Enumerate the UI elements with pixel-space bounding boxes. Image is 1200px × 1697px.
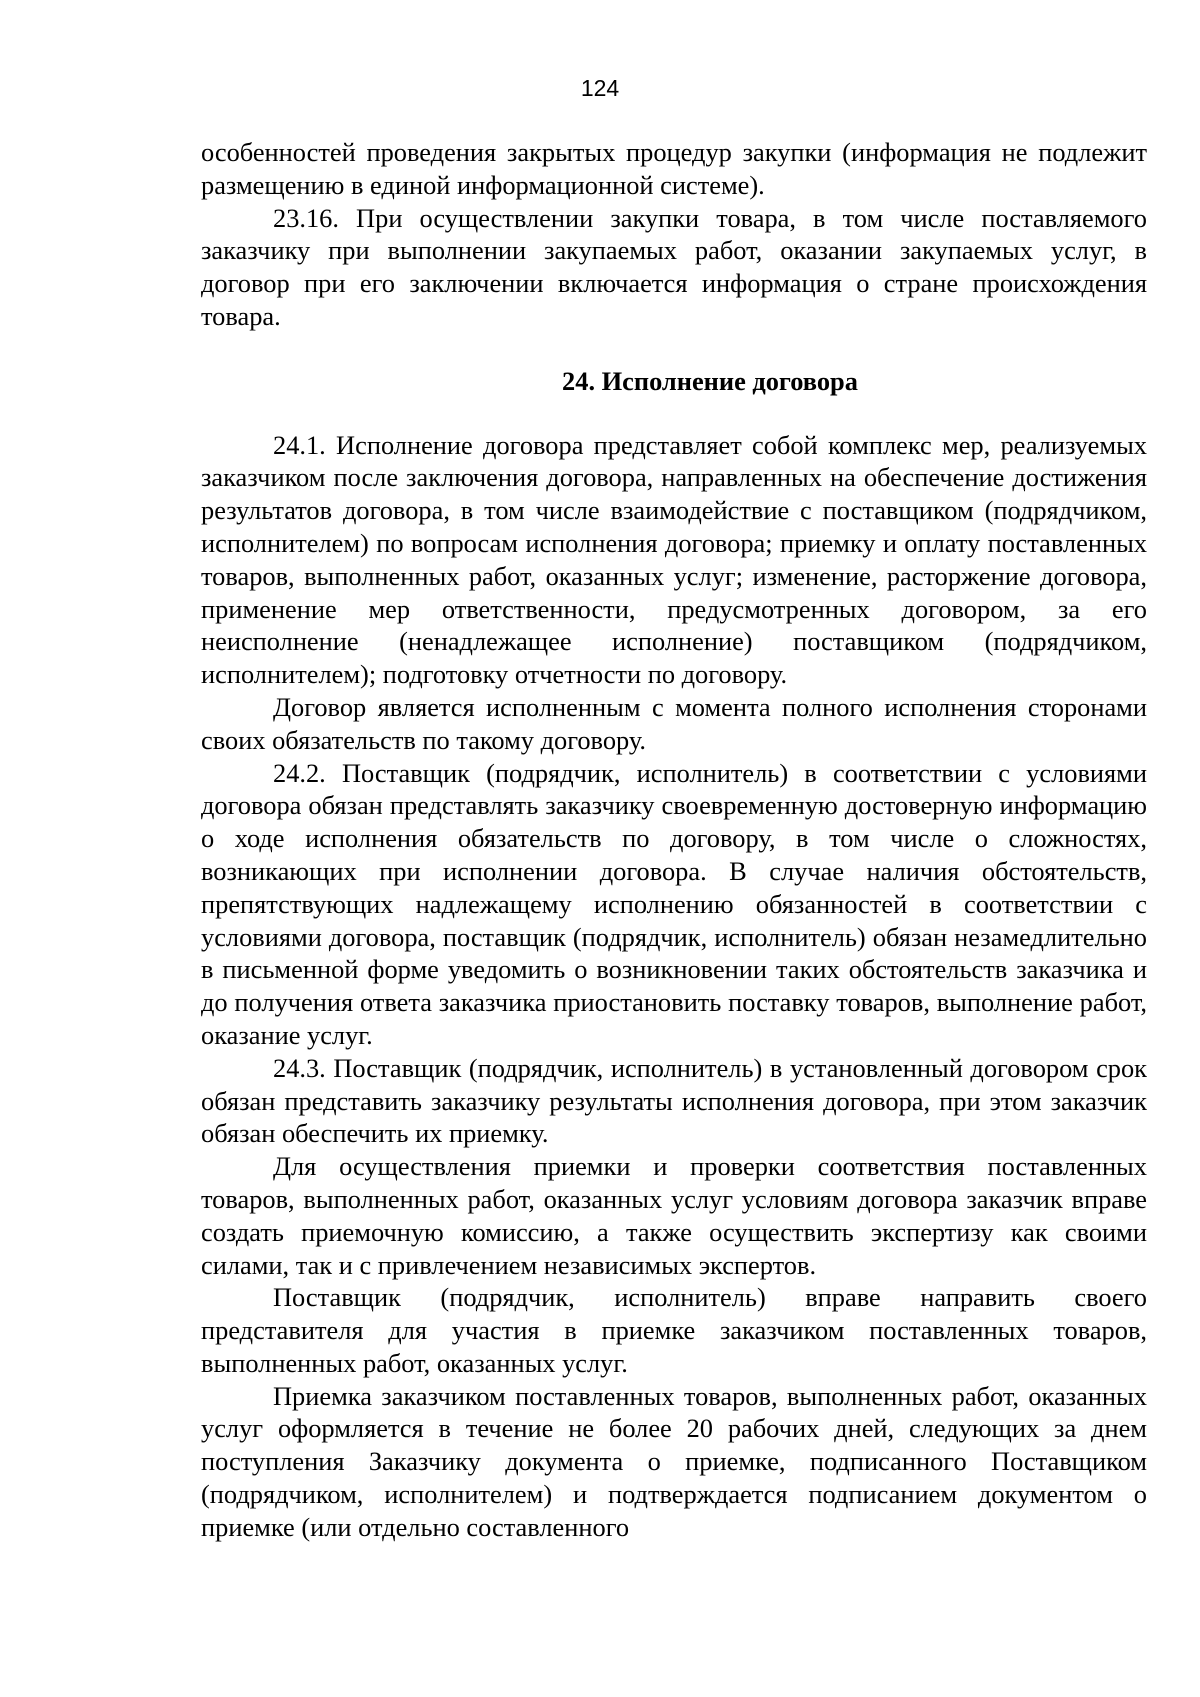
section-heading: 24. Исполнение договора xyxy=(562,365,858,396)
paragraph-24-3: 24.3. Поставщик (подрядчик, исполнитель) в установленный договором срок обязан представить заказчику результаты исполнения договора, при этом заказчик обязан обеспечить их приемку. xyxy=(201,1052,1147,1149)
paragraph-supplier-representative: Поставщик (подрядчик, исполнитель) вправе направить своего представителя для участия в приемке заказчиком поставленных товаров, выполненных работ, оказанных услуг. xyxy=(201,1282,1147,1378)
paragraph-acceptance-commission: Для осуществления приемки и проверки соответствия поставленных товаров, выполненных работ, оказанных услуг условиям договора заказчик вправе создать приемочную комиссию, а также осуществить экспертизу как своими силами, так и с привлечением независимых экспертов. xyxy=(201,1151,1147,1280)
paragraph-23-16: 23.16. При осуществлении закупки товара, в том числе поставляемого заказчику при выполнении закупаемых работ, оказании закупаемых услуг, в договор при его заключении включается информация о стране происхождения товара. xyxy=(201,202,1147,331)
paragraph-24-2: 24.2. Поставщик (подрядчик, исполнитель) в соответствии с условиями договора обязан представлять заказчику своевременную достоверную информацию о ходе исполнения обязательств по договору, в том числе о сложностях, возникающих при исполнении договора. В случае наличия обстоятельств, препятствующих надлежащему исполнению обязанностей в соответствии с условиями договора, поставщик (подрядчик, исполнитель) обязан незамедлительно в письменной форме уведомить о возникновении таких обстоятельств заказчика и до получения ответа заказчика приостановить поставку товаров, выполнение работ, оказание услуг. xyxy=(201,757,1147,1050)
document-body xyxy=(201,136,1147,1544)
paragraph-acceptance-procedure: Приемка заказчиком поставленных товаров, выполненных работ, оказанных услуг оформляется в течение не более 20 рабочих дней, следующих за днем поступления Заказчику документа о приемке, подписанного Поставщиком (подрядчиком, исполнителем) и подтверждается подписанием документом о приемке (или отдельно составленного xyxy=(201,1380,1147,1542)
paragraph-contract-fulfilled: Договор является исполненным с момента полного исполнения сторонами своих обязательств по такому договору. xyxy=(201,691,1147,755)
paragraph-24-1: 24.1. Исполнение договора представляет собой комплекс мер, реализуемых заказчиком после заключения договора, направленных на обеспечение достижения результатов договора, в том числе взаимодействие с поставщиком (подрядчиком, исполнителем) по вопросам исполнения договора; приемку и оплату поставленных товаров, выполненных работ, оказанных услуг; изменение, расторжение договора, применение мер ответственности, предусмотренных договором, за его неисполнение (ненадлежащее исполнение) поставщиком (подрядчиком, исполнителем); подготовку отчетности по договору. xyxy=(201,429,1147,690)
page-number: 124 xyxy=(580,75,620,101)
paragraph-continuation: особенностей проведения закрытых процедур закупки (информация не подлежит размещению в единой информационной системе). xyxy=(201,137,1147,200)
